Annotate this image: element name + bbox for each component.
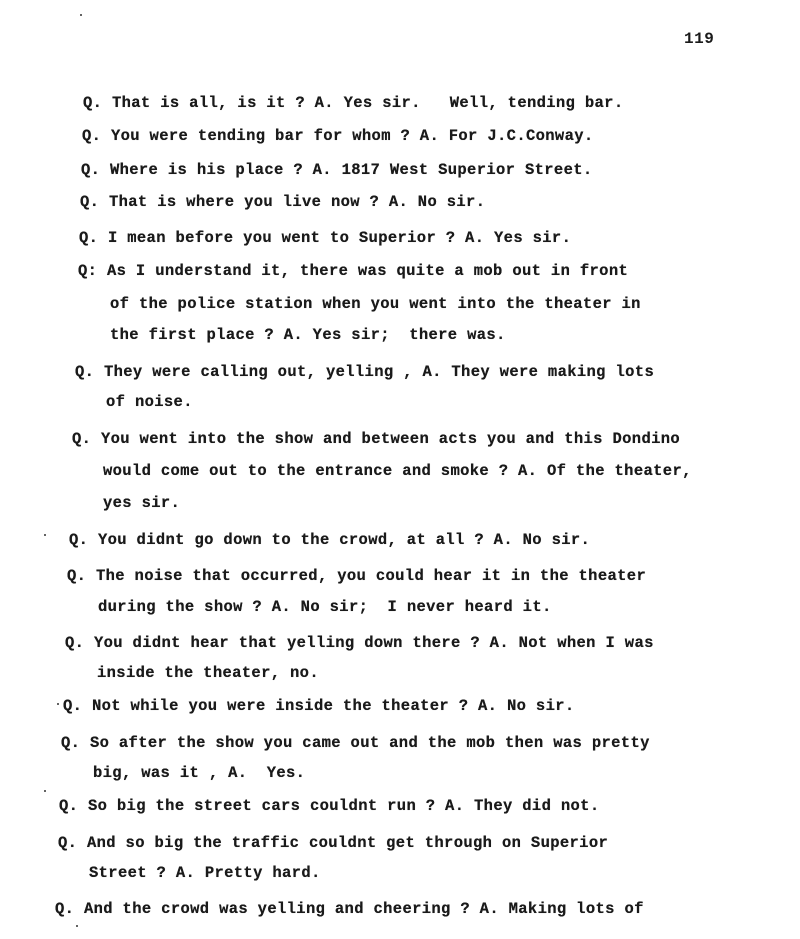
scan-speck (44, 534, 46, 536)
transcript-line: Q. The noise that occurred, you could hear it in the theater (67, 567, 647, 585)
page-number: 119 (684, 30, 715, 48)
scan-speck (76, 925, 78, 927)
scan-speck (57, 703, 59, 705)
transcript-line: Q. That is all, is it ? A. Yes sir. Well, tending bar. (83, 94, 624, 112)
transcript-line: yes sir. (103, 494, 181, 512)
transcript-line: Q. Not while you were inside the theater ? A. No sir. (63, 697, 575, 715)
transcript-line: would come out to the entrance and smoke ? A. Of the theater, (103, 462, 692, 480)
transcript-line: Q. So big the street cars couldnt run ? A. They did not. (59, 797, 600, 815)
transcript-line: Q. You went into the show and between acts you and this Dondino (72, 430, 681, 448)
transcript-line: big, was it , A. Yes. (93, 764, 306, 782)
scan-speck (80, 14, 82, 16)
transcript-line: Q. You didnt go down to the crowd, at all ? A. No sir. (69, 531, 591, 549)
transcript-line: Q. You didnt hear that yelling down there ? A. Not when I was (65, 634, 654, 652)
transcript-line: during the show ? A. No sir; I never heard it. (98, 598, 552, 616)
transcript-line: Q. And the crowd was yelling and cheering ? A. Making lots of (55, 900, 644, 918)
transcript-line: of noise. (106, 393, 193, 411)
transcript-line: Q. I mean before you went to Superior ? A. Yes sir. (79, 229, 572, 247)
transcript-line: Q. You were tending bar for whom ? A. For J.C.Conway. (82, 127, 594, 145)
transcript-line: Q. And so big the traffic couldnt get through on Superior (58, 834, 609, 852)
transcript-line: inside the theater, no. (97, 664, 319, 682)
transcript-line: the first place ? A. Yes sir; there was. (110, 326, 506, 344)
transcript-line: Q. They were calling out, yelling , A. They were making lots (75, 363, 655, 381)
scan-speck (44, 790, 46, 792)
transcript-line: Q. That is where you live now ? A. No sir. (80, 193, 486, 211)
transcript-line: Q: As I understand it, there was quite a mob out in front (78, 262, 629, 280)
transcript-line: of the police station when you went into the theater in (110, 295, 641, 313)
transcript-line: Q. Where is his place ? A. 1817 West Superior Street. (81, 161, 593, 179)
transcript-line: Street ? A. Pretty hard. (89, 864, 321, 882)
transcript-line: Q. So after the show you came out and the mob then was pretty (61, 734, 650, 752)
